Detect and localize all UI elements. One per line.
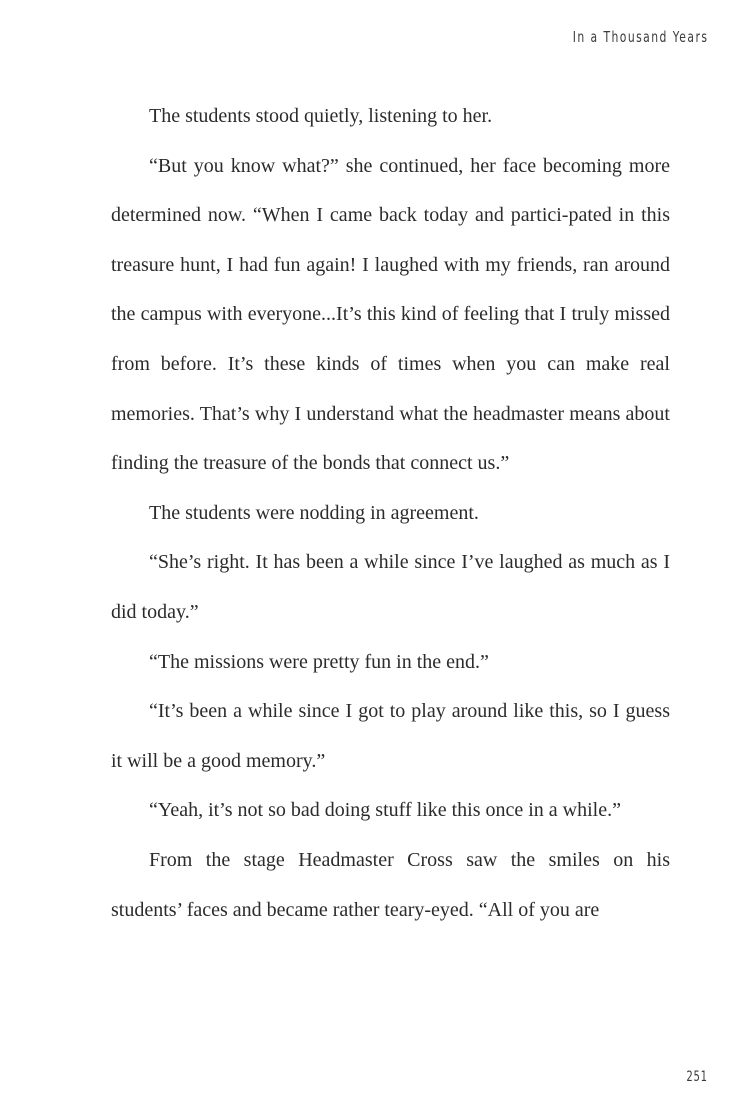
paragraph: The students were nodding in agreement.	[149, 501, 479, 524]
paragraph: “But you know what?” she continued, her face becoming more determined now. “When I came back today and partici-pated in this treasure hunt, I had fun again! I laughed with my friends, ran around the campus with everyone...It’s this kind of feeling that I truly missed from before. It’s these kinds of times when you can make real memories. That’s why I understand what the headmaster means about finding the treasure of the bonds that connect us.”	[111, 154, 670, 475]
paragraph: “It’s been a while since I got to play around like this, so I guess it will be a good memory.”	[111, 700, 670, 772]
paragraph: “The missions were pretty fun in the end.”	[149, 650, 489, 673]
paragraph: The students stood quietly, listening to her.	[149, 105, 493, 127]
page-number: 251	[686, 1069, 708, 1085]
running-header-title: In a Thousand Years	[572, 28, 708, 46]
paragraph: From the stage Headmaster Cross saw the smiles on his students’ faces and became rather teary-eyed. “All of you are	[111, 848, 670, 921]
paragraph: “She’s right. It has been a while since I’ve laughed as much as I did today.”	[111, 551, 670, 623]
paragraph: “Yeah, it’s not so bad doing stuff like this once in a while.”	[149, 799, 621, 822]
page-body-text	[111, 92, 670, 935]
